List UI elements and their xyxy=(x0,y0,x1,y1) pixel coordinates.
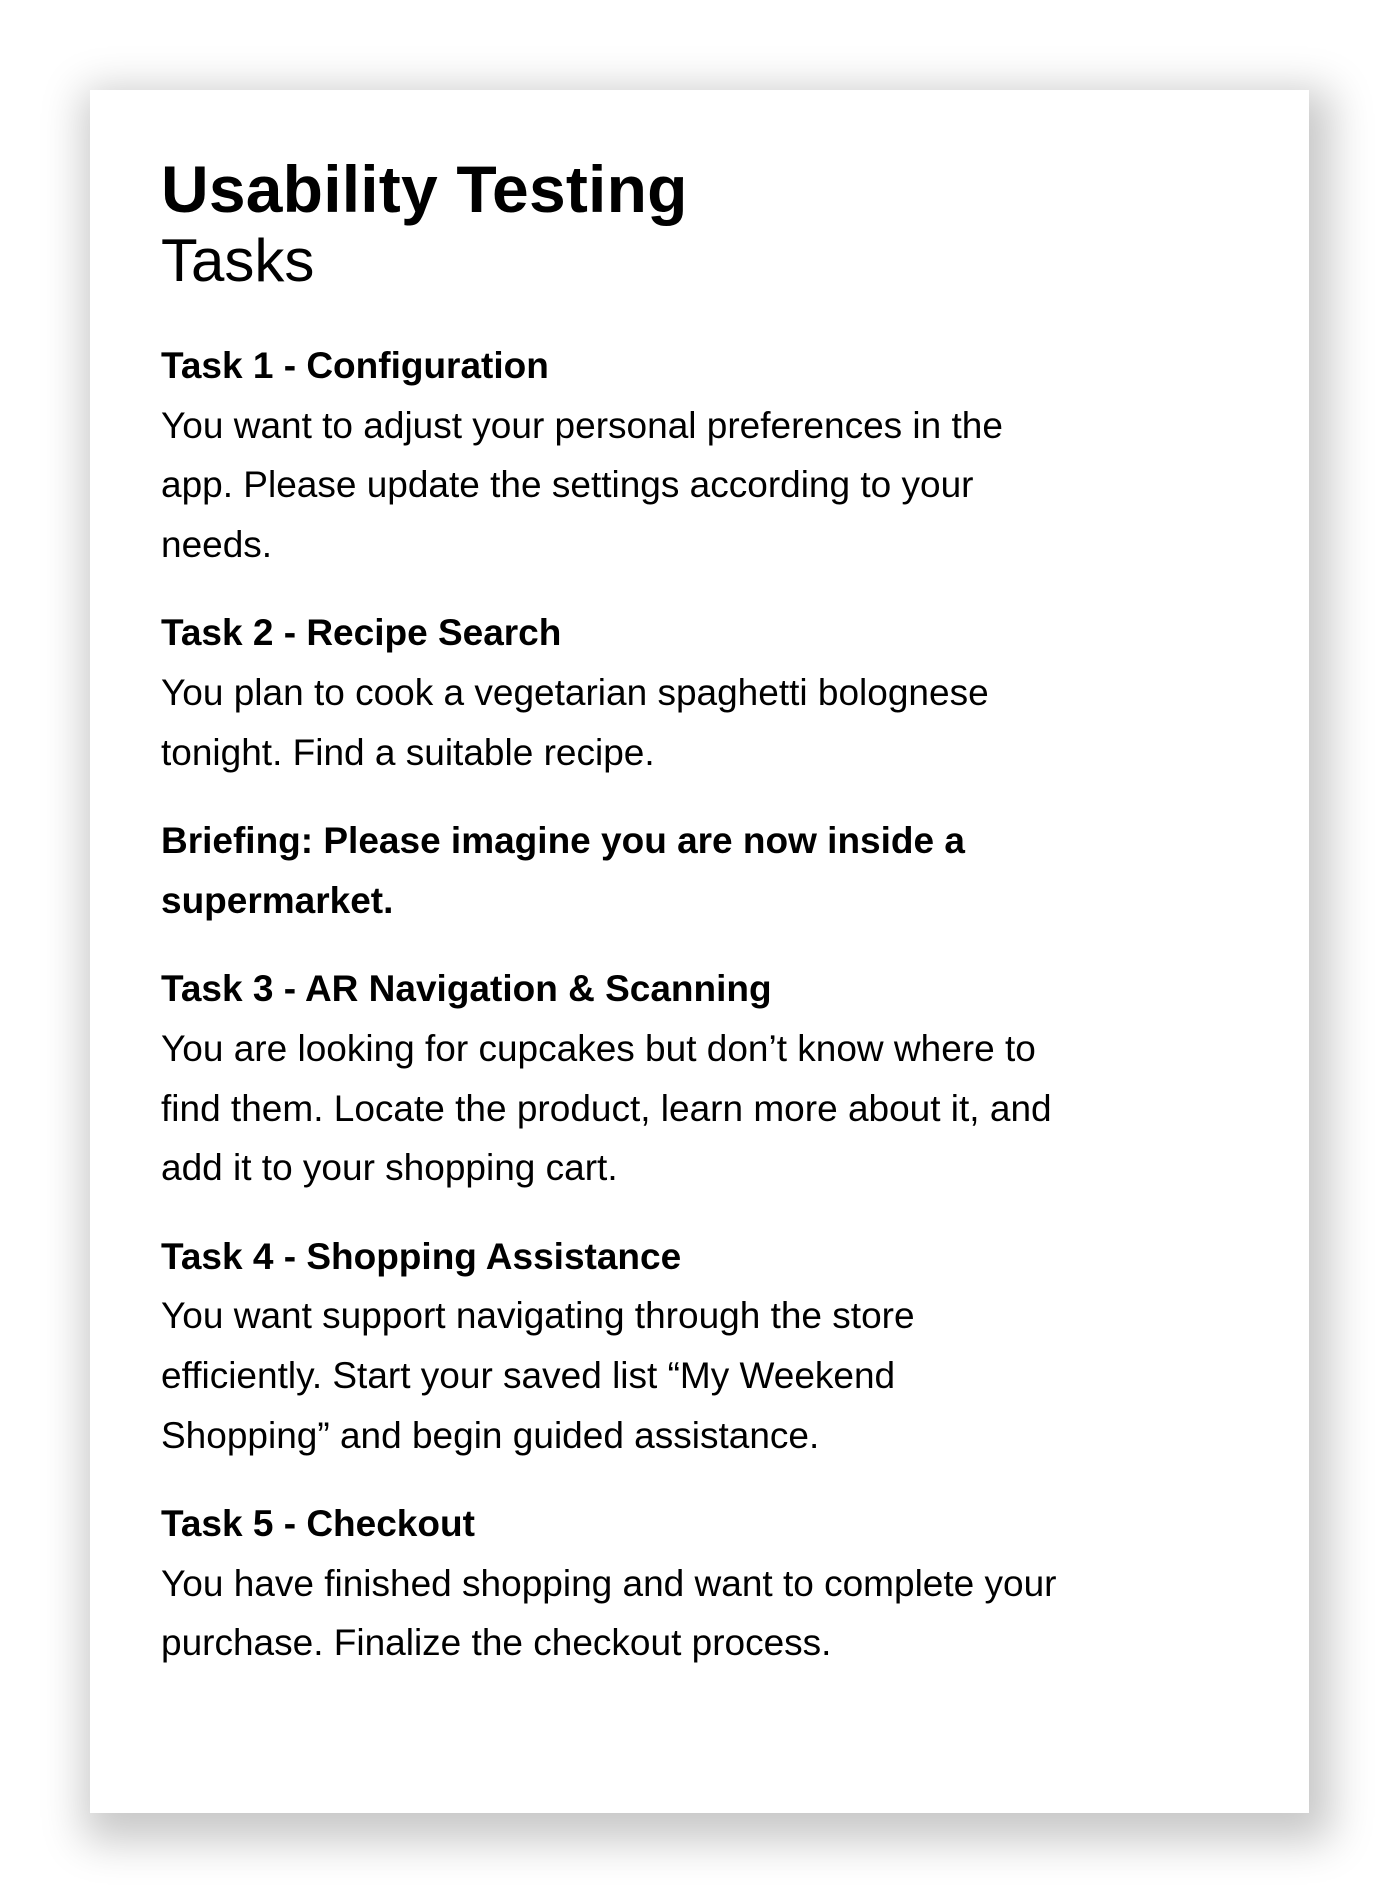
task-description xyxy=(161,1554,1251,1673)
task-heading: Task 1 - Configuration xyxy=(161,345,549,386)
task-description xyxy=(161,396,1251,575)
task-list xyxy=(161,336,1251,1702)
task-4 xyxy=(161,1227,1251,1465)
page-title: Usability Testing xyxy=(161,152,688,226)
task-heading: Task 2 - Recipe Search xyxy=(161,612,562,654)
briefing-line: Briefing: Please imagine you are now inside a xyxy=(161,820,965,862)
task-description-line: purchase. Finalize the checkout process. xyxy=(161,1622,832,1664)
task-description-line: find them. Locate the product, learn more about it, and xyxy=(161,1087,1052,1129)
task-description-line: You want support navigating through the store xyxy=(161,1295,915,1337)
task-3 xyxy=(161,959,1251,1197)
task-5 xyxy=(161,1494,1251,1673)
task-heading: Task 5 - Checkout xyxy=(161,1503,475,1545)
task-description-line: tonight. Find a suitable recipe. xyxy=(161,731,655,773)
task-description-line: add it to your shopping cart. xyxy=(161,1147,618,1189)
briefing-line: supermarket. xyxy=(161,879,394,921)
task-description-line: Shopping” and begin guided assistance. xyxy=(161,1414,820,1456)
task-heading: Task 3 - AR Navigation & Scanning xyxy=(161,968,772,1010)
task-heading: Task 4 - Shopping Assistance xyxy=(161,1235,682,1277)
briefing-note xyxy=(161,811,1251,930)
task-description xyxy=(161,663,1251,782)
task-2 xyxy=(161,603,1251,782)
title-block xyxy=(161,152,688,296)
task-description-line: You want to adjust your personal preferences in the xyxy=(161,404,1003,446)
page-subtitle: Tasks xyxy=(161,227,315,294)
task-description-line: You have finished shopping and want to complete your xyxy=(161,1562,1057,1604)
task-description xyxy=(161,1286,1251,1465)
task-description-line: app. Please update the settings according to your xyxy=(161,464,974,506)
task-description-line: You plan to cook a vegetarian spaghetti bolognese xyxy=(161,671,989,713)
task-description-line: You are looking for cupcakes but don’t know where to xyxy=(161,1027,1036,1069)
task-1 xyxy=(161,336,1251,574)
task-description-line: efficiently. Start your saved list “My Weekend xyxy=(161,1354,896,1396)
task-description xyxy=(161,1019,1251,1198)
task-card xyxy=(90,90,1309,1813)
task-description-line: needs. xyxy=(161,523,273,565)
